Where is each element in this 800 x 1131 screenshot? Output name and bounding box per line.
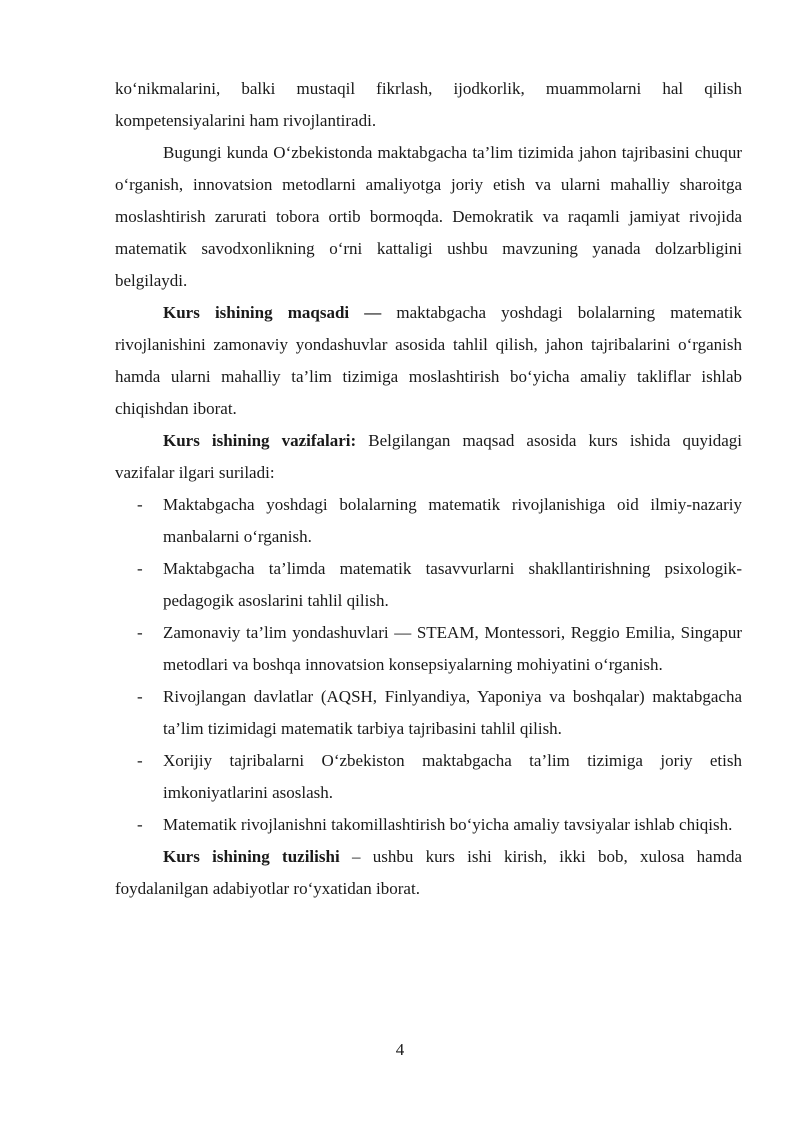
list-item-text: Zamonaviy ta’lim yondashuvlari — STEAM, Montessori, Reggio Emilia, Singapur metodlari va boshqa innovatsion konsepsiyalarning mohiyatini o‘rganish. xyxy=(163,623,742,674)
list-dash: - xyxy=(137,751,143,770)
structure-text: – ushbu kurs ishi kirish, ikki bob, xulosa hamda foydalanilgan adabiyotlar ro‘yxatidan iborat. xyxy=(115,847,742,898)
list-item xyxy=(115,745,742,809)
goal-text: maktabgacha yoshdagi bolalarning matematik rivojlanishini zamonaviy yondashuvlar asosida tahlil qilish, jahon tajribalarini o‘rganish hamda ularni mahalliy ta’lim tizimiga moslashtirish bo‘yicha amaliy takliflar ishlab chiqishdan iborat. xyxy=(115,303,742,418)
list-item-text: Maktabgacha yoshdagi bolalarning matematik rivojlanishiga oid ilmiy-nazariy manbalarni o‘rganish. xyxy=(163,495,742,546)
list-item xyxy=(115,809,742,841)
tasks-intro-text: Belgilangan maqsad asosida kurs ishida quyidagi vazifalar ilgari suriladi: xyxy=(115,431,742,482)
list-item xyxy=(115,681,742,745)
list-item-text: Rivojlangan davlatlar (AQSH, Finlyandiya, Yaponiya va boshqalar) maktabgacha ta’lim tizimidagi matematik tarbiya tajribasini tahlil qilish. xyxy=(163,687,742,738)
goal-heading: Kurs ishining maqsadi — xyxy=(163,303,382,322)
list-item xyxy=(115,553,742,617)
tasks-list xyxy=(115,489,742,841)
list-item-text: Matematik rivojlanishni takomillashtirish bo‘yicha amaliy tavsiyalar ishlab chiqish. xyxy=(163,815,733,834)
paragraph-tasks-intro xyxy=(115,425,742,489)
list-dash: - xyxy=(137,495,143,514)
list-dash: - xyxy=(137,623,143,642)
paragraph-goal xyxy=(115,297,742,425)
tasks-heading: Kurs ishining vazifalari: xyxy=(163,431,357,450)
paragraph-structure xyxy=(115,841,742,905)
list-dash: - xyxy=(137,687,143,706)
list-dash: - xyxy=(137,815,143,834)
page-number: 4 xyxy=(395,1040,405,1059)
list-item xyxy=(115,617,742,681)
list-item xyxy=(115,489,742,553)
paragraph-continuation: ko‘nikmalarini, balki mustaqil fikrlash, ijodkorlik, muammolarni hal qilish kompetensiyalarini ham rivojlantiradi. xyxy=(115,79,742,130)
list-dash: - xyxy=(137,559,143,578)
list-item-text: Maktabgacha ta’limda matematik tasavvurlarni shakllantirishning psixologik-pedagogik asoslarini tahlil qilish. xyxy=(163,559,742,610)
structure-heading: Kurs ishining tuzilishi xyxy=(163,847,340,866)
list-item-text: Xorijiy tajribalarni O‘zbekiston maktabgacha ta’lim tizimiga joriy etish imkoniyatlarini asoslash. xyxy=(163,751,742,802)
paragraph-relevance: Bugungi kunda O‘zbekistonda maktabgacha ta’lim tizimida jahon tajribasini chuqur o‘rganish, innovatsion metodlarni amaliyotga joriy etish va ularni mahalliy sharoitga moslashtirish zarurati tobora ortib bormoqda. Demokratik va raqamli jamiyat rivojida matematik savodxonlikning o‘rni kattaligi ushbu mavzuning yanada dolzarbligini belgilaydi. xyxy=(115,143,742,290)
document-page xyxy=(115,73,742,905)
